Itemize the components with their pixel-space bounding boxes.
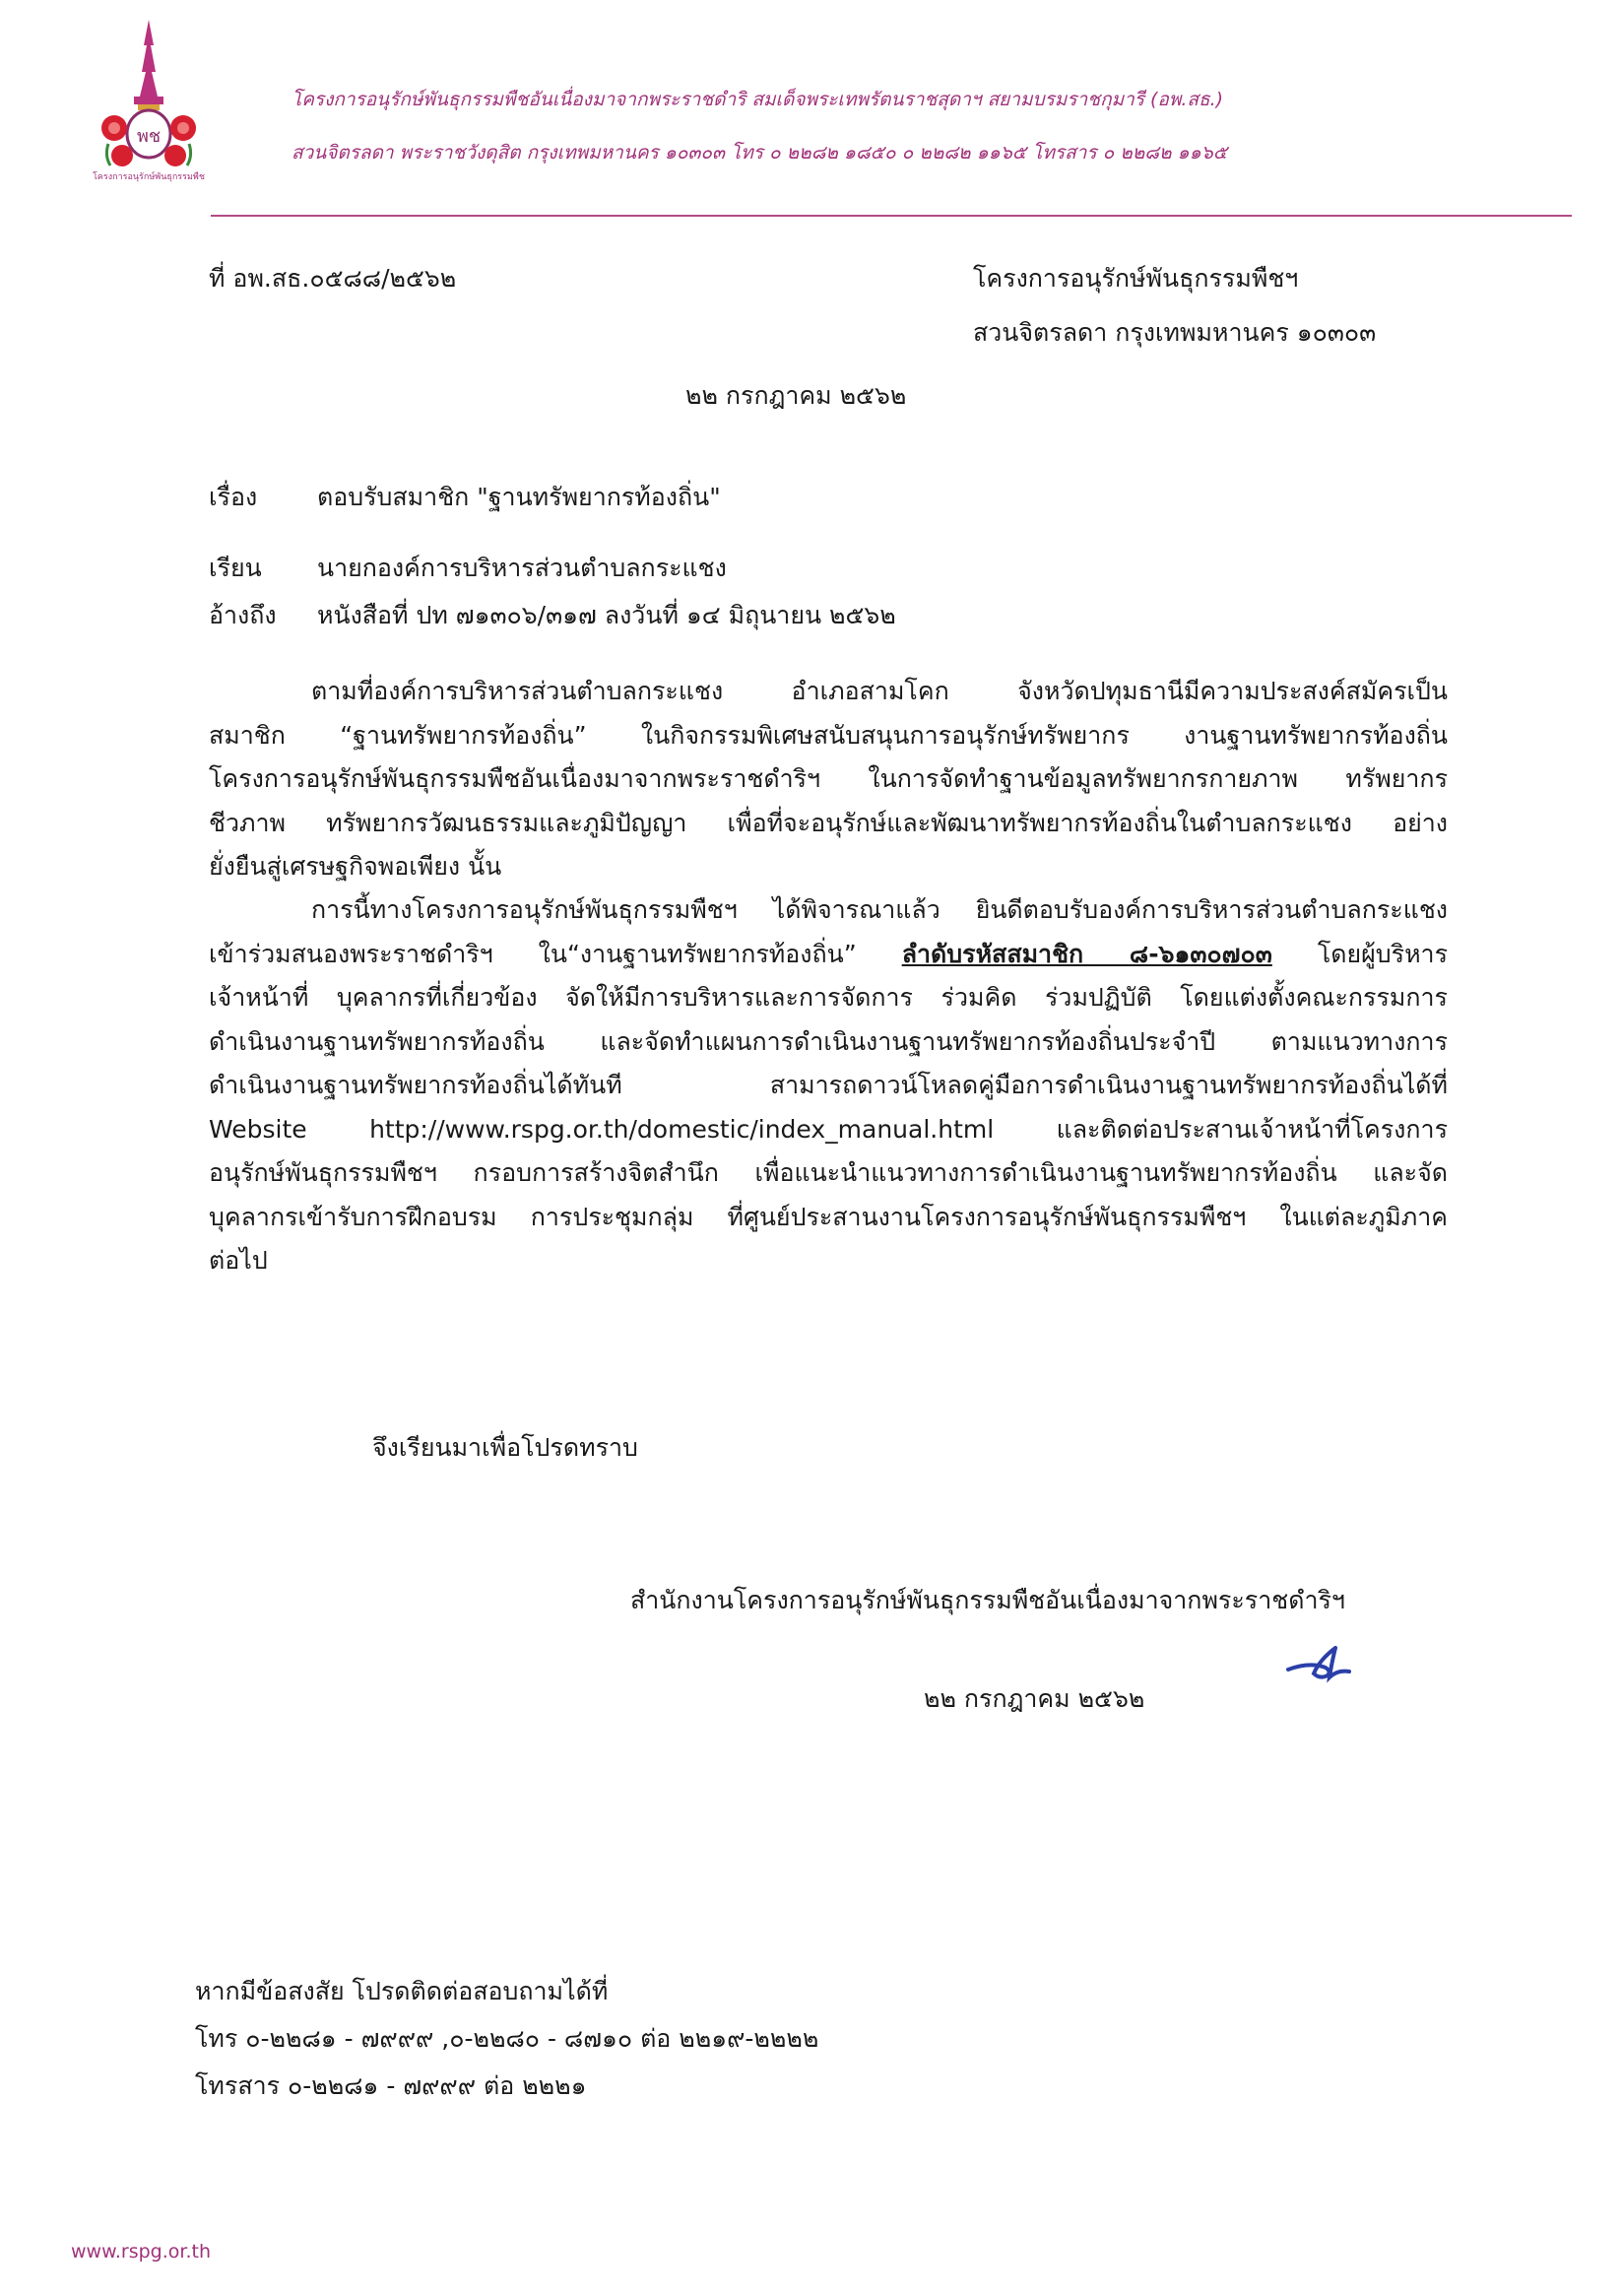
signature-date: ๒๒ กรกฎาคม ๒๕๖๒ [924,1684,1145,1713]
sender-address: สวนจิตรลดา กรุงเทพมหานคร ๑๐๓๐๓ [973,318,1377,347]
paragraph-line: โครงการอนุรักษ์พันธุกรรมพืชอันเนื่องมาจากพระราชดำริฯ ในการจัดทำฐานข้อมูลทรัพยากรกายภาพ ทรัพยากร [209,764,1448,793]
paragraph-line: สมาชิก “ฐานทรัพยากรท้องถิ่น” ในกิจกรรมพิเศษสนับสนุนการอนุรักษ์ทรัพยากร งานฐานทรัพยากรท้องถิ่น [209,720,1448,750]
reference-label: อ้างถึง [209,601,277,629]
paragraph-line: ดำเนินงานฐานทรัพยากรท้องถิ่นได้ทันที สามารถดาวน์โหลดคู่มือการดำเนินงานฐานทรัพยากรท้องถิ่นได้ที่ [209,1071,1448,1099]
paragraph-line-website: Website http://www.rspg.or.th/domestic/index_manual.html และติดต่อประสานเจ้าหน้าที่โครงการ [209,1114,1448,1144]
closing-text: จึงเรียนมาเพื่อโปรดทราบ [372,1433,638,1462]
paragraph-line: เจ้าหน้าที่ บุคลากรที่เกี่ยวข้อง จัดให้มีการบริหารและการจัดการ ร่วมคิด ร่วมปฏิบัติ โดยแต่งตั้งคณะกรรมการ [209,983,1448,1012]
contact-fax: โทรสาร ๐-๒๒๘๑ - ๗๙๙๙ ต่อ ๒๒๒๑ [195,2071,587,2100]
sender-name: โครงการอนุรักษ์พันธุกรรมพืชฯ [973,264,1299,293]
participation-text: เข้าร่วมสนองพระราชดำริฯ ใน“งานฐานทรัพยากรท้องถิ่น” [209,939,857,968]
footer-url: www.rspg.or.th [71,2241,212,2263]
subject-label: เรื่อง [209,483,258,511]
paragraph-line: ยั่งยืนสู่เศรษฐกิจพอเพียง นั้น [209,852,502,881]
paragraph-line: อนุรักษ์พันธุกรรมพืชฯ กรอบการสร้างจิตสำนึก เพื่อแนะนำแนวทางการดำเนินงานฐานทรัพยากรท้องถิ่น และจัด [209,1158,1448,1187]
paragraph-line: ชีวภาพ ทรัพยากรวัฒนธรรมและภูมิปัญญา เพื่อที่จะอนุรักษ์และพัฒนาทรัพยากรท้องถิ่นในตำบลกระแชง อย่าง [209,808,1448,837]
member-code: ลำดับรหัสสมาชิก ๘-๖๑๓๐๗๐๓ [901,939,1272,968]
rspg-logo [95,18,203,190]
participation-text-tail: โดยผู้บริหาร [1317,939,1449,968]
paragraph-line: ต่อไป [209,1246,268,1275]
to-text: นายกองค์การบริหารส่วนตำบลกระแชง [317,554,727,582]
reference-text: หนังสือที่ ปท ๗๑๓๐๖/๓๑๗ ลงวันที่ ๑๔ มิถุนายน ๒๕๖๒ [317,601,896,629]
paragraph-line: ดำเนินงานฐานทรัพยากรท้องถิ่น และจัดทำแผนการดำเนินงานฐานทรัพยากรท้องถิ่นประจำปี ตามแนวทางการ [209,1026,1448,1056]
logo-caption: โครงการอนุรักษ์พันธุกรรมพืช [93,172,205,182]
paragraph-line-member-code [209,933,1448,977]
svg-text:พช: พช [136,126,162,147]
letter-date: ๒๒ กรกฎาคม ๒๕๖๒ [685,381,907,410]
body-paragraph-1 [209,670,1448,889]
contact-intro: หากมีข้อสงสัย โปรดติดต่อสอบถามได้ที่ [195,1977,609,2005]
reference-number: ที่ อพ.สธ.๐๕๘๘/๒๕๖๒ [209,264,457,293]
header-line-2: สวนจิตรลดา พระราชวังดุสิต กรุงเทพมหานคร ๑๐๓๐๓ โทร ๐ ๒๒๘๒ ๑๘๕๐ ๐ ๒๒๘๒ ๑๑๖๕ โทรสาร ๐ ๒๒๘๒ ๑๑๖๕ [292,142,1228,164]
header-divider [211,215,1572,217]
paragraph-line: บุคลากรเข้ารับการฝึกอบรม การประชุมกลุ่ม ที่ศูนย์ประสานงานโครงการอนุรักษ์พันธุกรรมพืชฯ ในแต่ละภูมิภาค [209,1202,1448,1231]
header-line-1: โครงการอนุรักษ์พันธุกรรมพืชอันเนื่องมาจากพระราชดำริ สมเด็จพระเทพรัตนราชสุดาฯ สยามบรมราชกุมารี (อพ.สธ.) [292,89,1224,110]
contact-phone: โทร ๐-๒๒๘๑ - ๗๙๙๙ ,๐-๒๒๘๐ - ๘๗๑๐ ต่อ ๒๒๑๙-๒๒๒๒ [195,2024,819,2053]
subject-text: ตอบรับสมาชิก "ฐานทรัพยากรท้องถิ่น" [317,483,721,511]
paragraph-line: การนี้ทางโครงการอนุรักษ์พันธุกรรมพืชฯ ได้พิจารณาแล้ว ยินดีตอบรับองค์การบริหารส่วนตำบลกระแชง [311,895,1448,924]
signer-office: สำนักงานโครงการอนุรักษ์พันธุกรรมพืชอันเนื่องมาจากพระราชดำริฯ [630,1586,1345,1614]
signature [1280,1640,1398,1689]
body-paragraph-2 [209,888,1448,1283]
paragraph-line: ตามที่องค์การบริหารส่วนตำบลกระแชง อำเภอสามโคก จังหวัดปทุมธานีมีความประสงค์สมัครเป็น [311,677,1448,705]
to-label: เรียน [209,554,262,582]
